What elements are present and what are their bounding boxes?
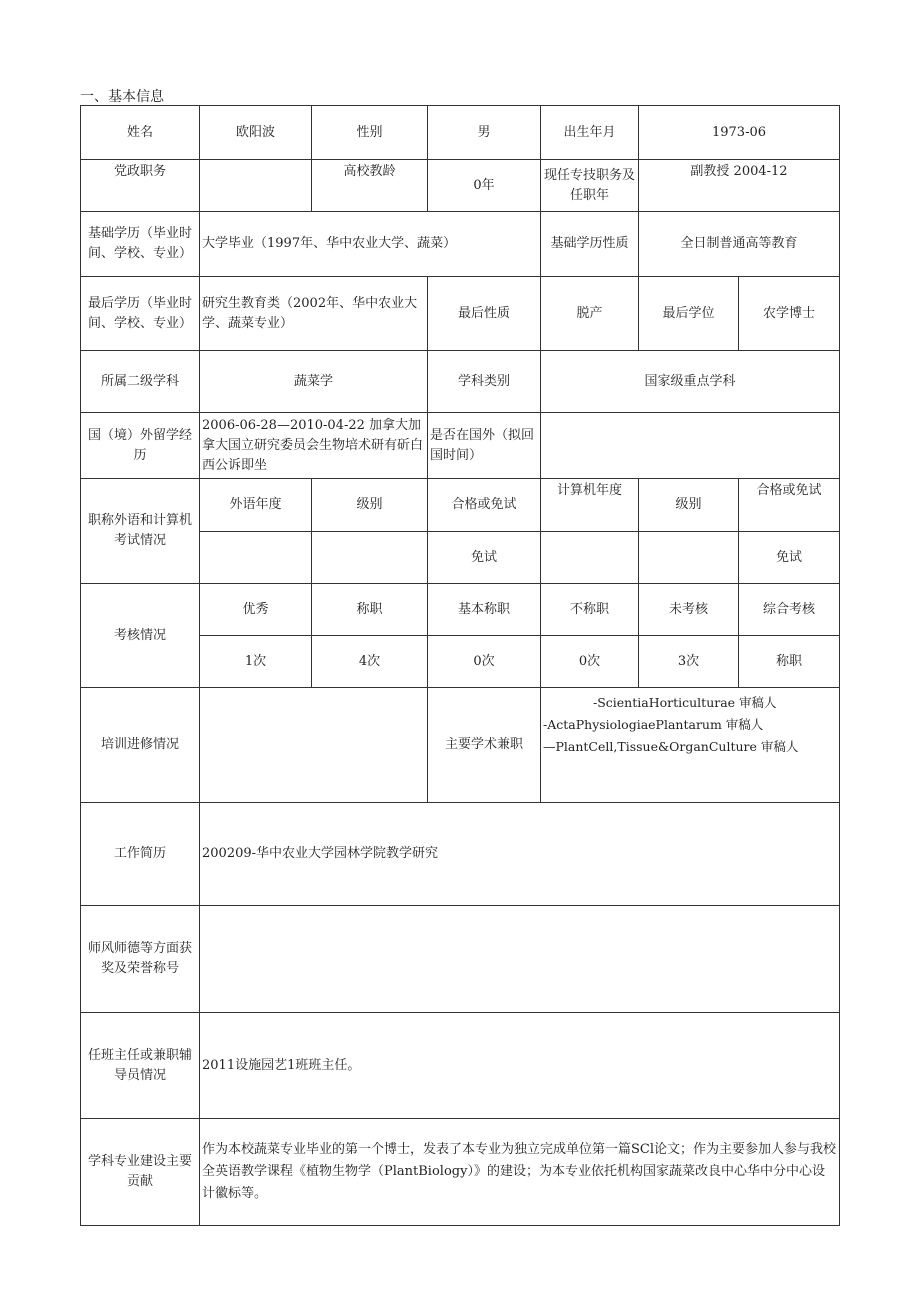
work-value: 200209-华中农业大学园林学院教学研究 (200, 803, 840, 906)
exam-cell: 免试 (739, 532, 840, 584)
exam-cell (639, 532, 739, 584)
academic-item: -ScientiaHorticulturae 审稿人 (593, 695, 777, 710)
basic-nature-value: 全日制普通高等教育 (639, 212, 840, 277)
assess-label: 考核情况 (81, 584, 200, 688)
contribution-value: 作为本校蔬菜专业毕业的第一个博士，发表了本专业为独立完成单位第一篇SCl论文；作为主要参加人参与我校全英语教学课程《植物生物学（PlantBiology）》的建设；为本专业依托机构国家蔬菜改良中心华中分中心设计徽标等。 (200, 1119, 840, 1226)
section-heading: 一、基本信息 (80, 89, 164, 105)
assess-header: 未考核 (639, 584, 739, 636)
assess-cell: 4次 (312, 636, 428, 688)
last-degree-value: 农学博士 (739, 277, 840, 351)
training-label: 培训进修情况 (81, 688, 200, 803)
work-label: 工作简历 (81, 803, 200, 906)
academic-item: —PlantCell,Tissue&OrganCulture 审稿人 (543, 739, 799, 754)
birth-label: 出生年月 (541, 106, 639, 160)
exam-cell (200, 532, 312, 584)
assess-cell: 0次 (428, 636, 541, 688)
exam-cell (312, 532, 428, 584)
exam-header: 计算机年度 (541, 479, 639, 532)
discipline-value: 蔬菜学 (200, 351, 428, 413)
assess-cell: 3次 (639, 636, 739, 688)
post-value (200, 160, 312, 212)
discipline-label: 所属二级学科 (81, 351, 200, 413)
exam-header: 级别 (312, 479, 428, 532)
title-value: 副教授 2004-12 (639, 160, 840, 212)
academic-label: 主要学术兼职 (428, 688, 541, 803)
basic-edu-label: 基础学历（毕业时间、学校、专业） (81, 212, 200, 277)
assess-header: 基本称职 (428, 584, 541, 636)
post-label: 党政职务 (81, 160, 200, 212)
exam-cell: 免试 (428, 532, 541, 584)
name-label: 姓名 (81, 106, 200, 160)
abroad-value: 2006-06-28—2010-04-22 加拿大加拿大国立研究委员会生物培术研有斫白西公诉即坐 (200, 413, 428, 479)
assess-cell: 称职 (739, 636, 840, 688)
counselor-label: 任班主任或兼职辅导员情况 (81, 1013, 200, 1119)
assess-cell: 0次 (541, 636, 639, 688)
years-label: 高校教龄 (312, 160, 428, 212)
assess-cell: 1次 (200, 636, 312, 688)
category-value: 国家级重点学科 (541, 351, 840, 413)
title-label: 现任专技职务及任职年 (541, 160, 639, 212)
assess-header: 称职 (312, 584, 428, 636)
exam-label: 职称外语和计算机考试情况 (81, 479, 200, 584)
years-value: 0年 (428, 160, 541, 212)
academic-list (541, 688, 840, 803)
name-value: 欧阳波 (200, 106, 312, 160)
ethics-label: 师风师德等方面获奖及荣誉称号 (81, 906, 200, 1013)
last-nature-value: 脱产 (541, 277, 639, 351)
last-edu-value: 研究生教育类（2002年、华中农业大学、蔬菜专业） (200, 277, 428, 351)
abroad-label: 国（境）外留学经历 (81, 413, 200, 479)
ethics-value (200, 906, 840, 1013)
assess-header: 优秀 (200, 584, 312, 636)
assess-header: 不称职 (541, 584, 639, 636)
abroad-question-value (541, 413, 840, 479)
basic-edu-value: 大学毕业（1997年、华中农业大学、蔬菜） (200, 212, 541, 277)
basic-nature-label: 基础学历性质 (541, 212, 639, 277)
gender-label: 性别 (312, 106, 428, 160)
exam-header: 外语年度 (200, 479, 312, 532)
training-value (200, 688, 428, 803)
last-degree-label: 最后学位 (639, 277, 739, 351)
basic-info-table (80, 105, 840, 1226)
exam-header: 合格或免试 (428, 479, 541, 532)
assess-header: 综合考核 (739, 584, 840, 636)
exam-header: 级别 (639, 479, 739, 532)
gender-value: 男 (428, 106, 541, 160)
contribution-label: 学科专业建设主要贡献 (81, 1119, 200, 1226)
category-label: 学科类别 (428, 351, 541, 413)
exam-cell (541, 532, 639, 584)
counselor-value: 2011设施园艺1班班主任。 (200, 1013, 840, 1119)
last-edu-label: 最后学历（毕业时间、学校、专业） (81, 277, 200, 351)
last-nature-label: 最后性质 (428, 277, 541, 351)
exam-header: 合格或免试 (739, 479, 840, 532)
abroad-question-label: 是否在国外（拟回国时间） (428, 413, 541, 479)
birth-value: 1973-06 (639, 106, 840, 160)
academic-item: -ActaPhysiologiaePlantarum 审稿人 (543, 717, 764, 732)
